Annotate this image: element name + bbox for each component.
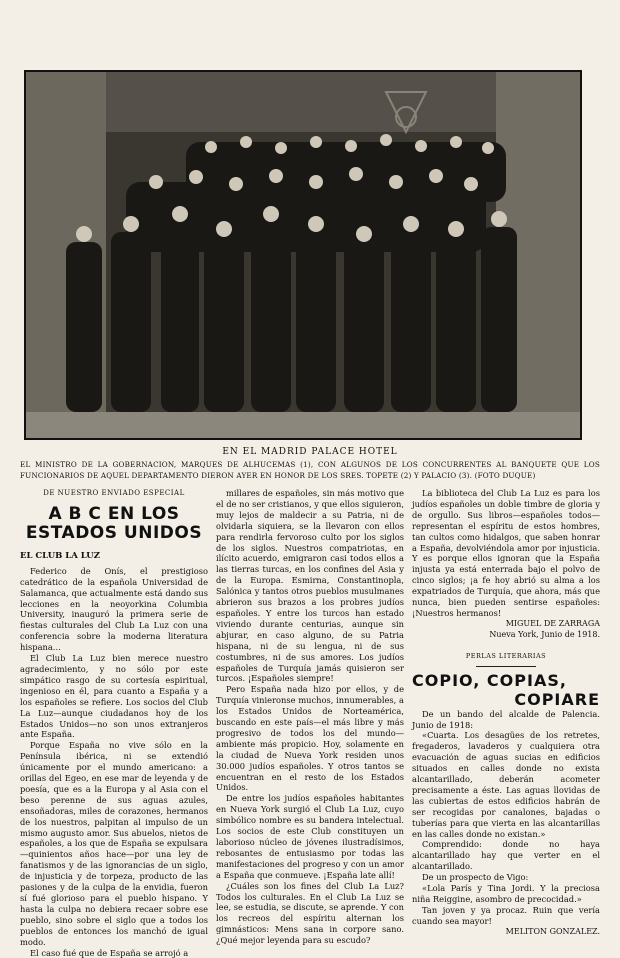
copio-line-2: COPIARE bbox=[514, 689, 600, 709]
paragraph: Porque España no vive sólo en la Península ibérica, ni se extendió únicamente por el mundo americano: a orillas del Egeo, en ese mar de leyenda y de poesía, que es a la Europa y al Asia con el beso perenne de sus aguas azules, ensoñadoras, miles de corazones, hermanos de los nuestros, palpitan al impulso de un mismo augusto amor. Sus abuelos, nietos de españoles, a los que de España se expulsara—quinientos años hace—por una ley de fanatismos y de las ignorancias de un siglo, de injusticia y de torpeza, producto de las pasiones y de la culpa de la envidia, fueron sí fué glorioso para el pueblo hispano. Y hasta la culpa no debiera recaer sobre ese pueblo, sino sobre el siglo que a todos los pueblos de entonces los manchó de igual modo. bbox=[20, 740, 208, 947]
paragraph: Comprendido: donde no haya alcantarillado hay que verter en el alcantarillado. bbox=[412, 839, 600, 872]
banquet-photo bbox=[24, 70, 582, 440]
photo-caption: EL MINISTRO DE LA GOBERNACION, MARQUES DE ALHUCEMAS (1), CON ALGUNOS DE LOS CONCURRENTES AL BANQUETE QUE LOS FUNCIONARIOS DE AQUEL DEPARTAMENTO DIERON AYER EN HONOR DE LOS SRES. TOPETE (2) Y PALACIO (3). (FOTO DUQUE) bbox=[20, 460, 600, 480]
column-1 bbox=[20, 488, 208, 958]
copio-line-1: COPIO, COPIAS, bbox=[412, 670, 567, 690]
paragraph: millares de españoles, sin más motivo que el de no ser cristianos, y que ellos siguieron, muy lejos de maldecir a su Patria, ni de olvidarla siquiera, se la llevaron con ellos para rendirla fervoroso culto por los siglos de los siglos. Nuestros compatriotas, en ilícito acuerdo, emigraron casi todos ellos a las tierras turcas, en los confines del Asia y de la Europa. Esmirna, Constantinopla, Salónica y tantos otros pueblos musulmanes abrieron sus brazos a los probres judíos españoles. Y entre los turcos han estado viviendo durante centurias, aunque sin abjurar, en caso alguno, de su Patria hispana, ni de su lengua, ni de sus costumbres, ni de sus amores. Los judíos españoles de Turquía jamás quisieron ser turcos. ¡Españoles siempre! bbox=[216, 488, 404, 684]
paragraph: De un prospecto de Vigo: bbox=[422, 872, 529, 883]
paragraph: De un bando del alcalde de Palencia. Junio de 1918: bbox=[412, 708, 600, 730]
paragraph: ¿Cuáles son los fines del Club La Luz? Todos los culturales. En el Club La Luz se lee, se estudia, se discute, se aprende. Y con los recreos del espíritu alternan los gimnásticos: Mens sana in corpore sano. ¿Qué mejor leyenda para su escudo? bbox=[216, 880, 405, 946]
paragraph: La biblioteca del Club La Luz es para los judíos españoles un doble timbre de gloria y de orgullo. Sus libros—españoles todos—representan el espíritu de estos hombres, tan cultos como hidalgos, que saben honrar a España, devolviéndola amor por injusticia. Y es porque ellos ignoran que la España injusta ya está enterrada bajo el polvo de cinco siglos; ¡a fe hoy abrió su alma a los expatriados de Turquía, que ahora, más que nunca, bien pueden sentirse españoles: ¡Nuestros hermanos! bbox=[412, 488, 600, 618]
column-3 bbox=[412, 488, 600, 938]
article-headline: A B C EN LOS ESTADOS UNIDOS bbox=[25, 503, 203, 543]
article-subhead: EL CLUB LA LUZ bbox=[20, 550, 100, 561]
author-signature: MIGUEL DE ZARRAGA bbox=[505, 618, 600, 628]
kicker: DE NUESTRO ENVIADO ESPECIAL bbox=[43, 489, 185, 497]
paragraph: De entre los judíos españoles habitantes en Nueva York surgió el Club La Luz, cuyo simbólico nombre es su bandera intelectual. Los socios de este Club constituyen un laborioso núcleo de jóvenes ilustradísimos, rebosantes de entusiasmo por todas las manifestaciones del progreso y con un amor a España que conmueve. ¡España late allí! bbox=[216, 793, 404, 880]
author-signature-2: MELITON GONZALEZ. bbox=[505, 926, 600, 936]
section-label: PERLAS LITERARIAS bbox=[465, 651, 547, 660]
paragraph: Pero España nada hizo por ellos, y de Turquía vinieronse muchos, innumerables, a los Estados Unidos de Norteamérica, buscando en este país—el más libre y más progresivo de todos los del mundo—ambiente más propicio. Hoy, solamente en la ciudad de Nueva York residen unos 30.000 judíos españoles. Y otros tantos se encuentran en el resto de los Estados Unidos. bbox=[216, 684, 404, 793]
dateline: Nueva York, Junio de 1918. bbox=[489, 629, 600, 639]
divider bbox=[476, 666, 536, 667]
paragraph: El caso fué que de España se arrojó a bbox=[30, 947, 189, 958]
column-2 bbox=[216, 488, 404, 946]
paragraph: Federico de Onís, el prestigioso catedrático de la española Universidad de Salamanca, que actualmente está dando sus lecciones en la neoyorkina Columbia University, inauguró la primera serie de fiestas culturales del Club La Luz con una conferencia sobre la moderna literatura hispana... bbox=[20, 565, 208, 653]
paragraph: El Club La Luz bien merece nuestro agradecimiento, y no sólo por este simpático rasgo de su cortesía espiritual, ingenioso en él, para cuanto a España y a los españoles se refiere. Los socios del Club La Luz—aunque ciudadanos hoy de los Estados Unidos—no son unos extranjeros ante España. bbox=[20, 653, 208, 740]
paragraph: «Cuarta. Los desagües de los retretes, fregaderos, lavaderos y cualquiera otra evacuación de aguas sucias en edificios situados en calles donde no exista alcantarillado, deberán acometer precisamente a éste. Las aguas llovidas de las cubiertas de estos edificios habrán de ser recogidas por canalones, bajadas o tuberías para que vierta en las alcantarillas en las calles donde no existan.» bbox=[412, 730, 600, 839]
paragraph: Tan joven y ya procaz. Ruin que vería cuando sea mayor! bbox=[412, 904, 600, 926]
photo-caption-title: EN EL MADRID PALACE HOTEL bbox=[222, 447, 398, 457]
copio-headline bbox=[412, 671, 600, 709]
photo-illustration bbox=[26, 72, 580, 438]
paragraph: «Lola París y Tina Jordi. Y la preciosa niña Reiggine, asombro de precocidad.» bbox=[412, 883, 600, 904]
